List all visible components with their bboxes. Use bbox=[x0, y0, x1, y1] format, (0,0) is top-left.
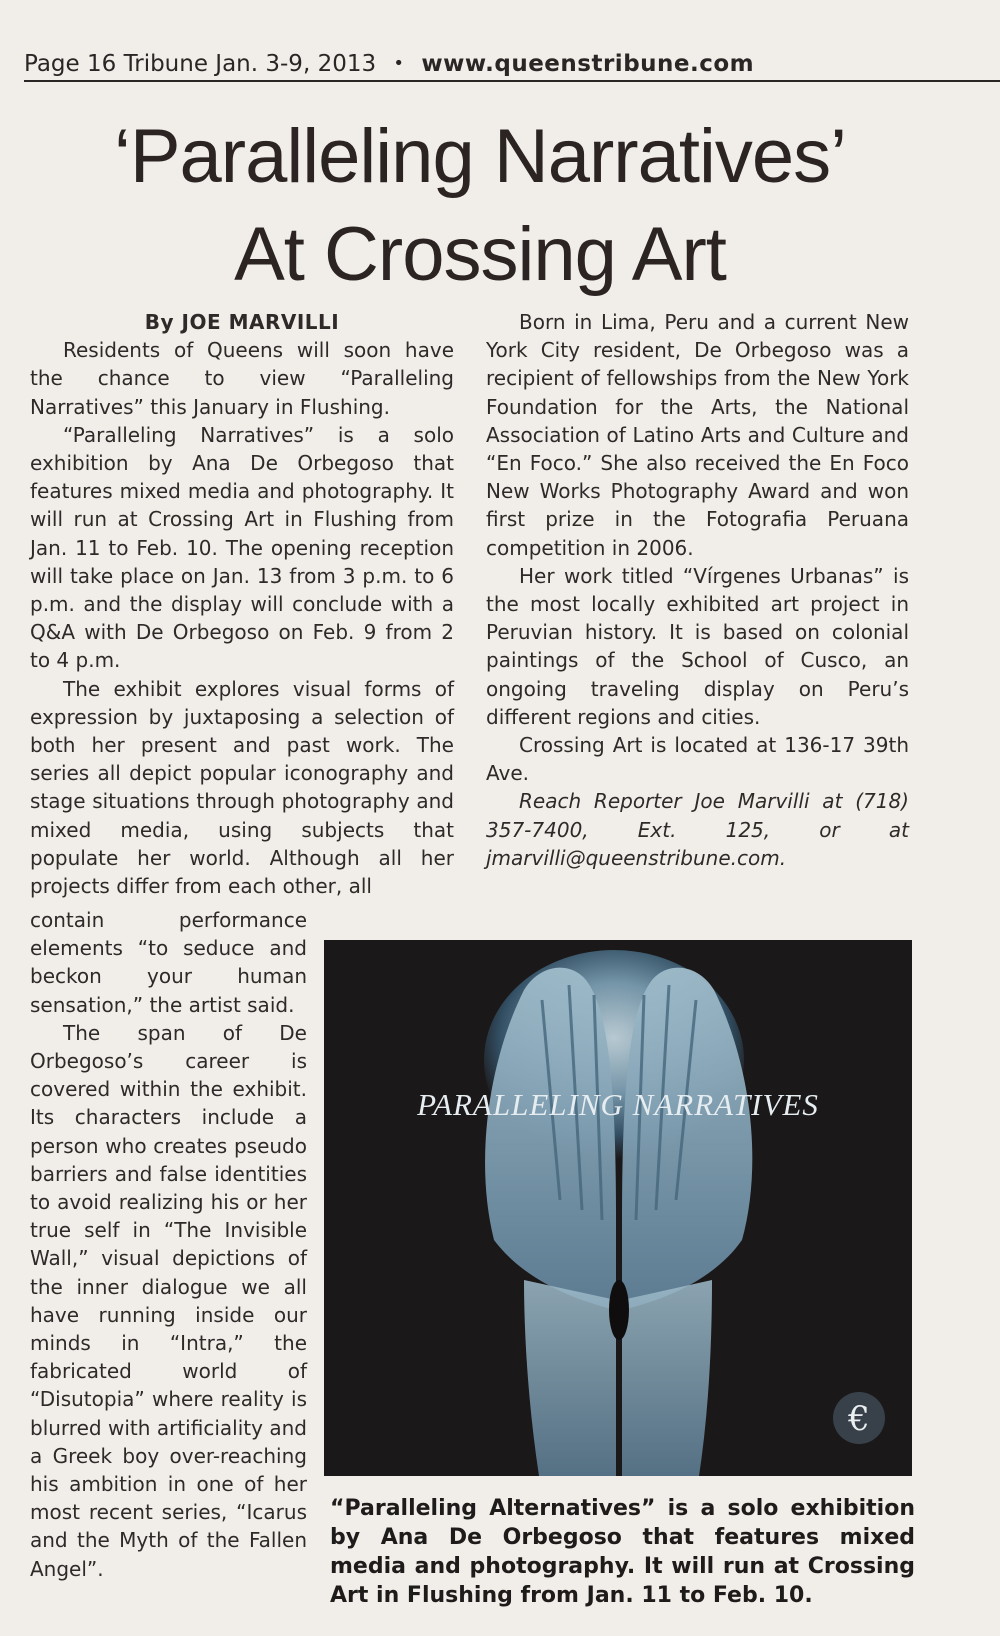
photo-overlay-text: PARALLELING NARRATIVES bbox=[417, 1087, 819, 1122]
paragraph: Her work titled “Vírgenes Urbanas” is the most locally exhibited art project in Peruvian history. It is based on colonial paintings of the School of Cusco, an ongoing traveling display on Peru’s different regions and cities. bbox=[486, 563, 909, 729]
headline bbox=[0, 108, 960, 304]
website-url: www.queenstribune.com bbox=[421, 51, 755, 77]
article-column-1-continued bbox=[30, 906, 307, 1583]
photo-caption: “Paralleling Alternatives” is a solo exhibition by Ana De Orbegoso that features mixed media and photography. It will run at Crossing Art in Flushing from Jan. 11 to Feb. 10. bbox=[330, 1496, 915, 1608]
headline-line-1: ‘Paralleling Narratives’ bbox=[113, 114, 847, 199]
paragraph: “Paralleling Narratives” is a solo exhibition by Ana De Orbegoso that features mixed media and photography. It will run at Crossing Art in Flushing from Jan. 11 to Feb. 10. The opening reception will take place on Jan. 13 from 3 p.m. to 6 p.m. and the display will conclude with a Q&A with De Orbegoso on Feb. 9 from 2 to 4 p.m. bbox=[30, 422, 454, 673]
byline: By JOE MARVILLI bbox=[144, 310, 340, 334]
page-info: Page 16 Tribune Jan. 3-9, 2013 bbox=[24, 51, 377, 77]
header-bullet: • bbox=[393, 53, 405, 74]
paragraph: contain performance elements “to seduce and beckon your human sensation,” the artist said. bbox=[30, 908, 307, 1017]
paragraph: Residents of Queens will soon have the chance to view “Paralleling Narratives” this January in Flushing. bbox=[30, 338, 454, 419]
paragraph: The exhibit explores visual forms of expression by juxtaposing a selection of both her present and past work. The series all depict popular iconography and stage situations through photography and mixed media, using subjects that populate her world. Although all her projects differ from each other, all bbox=[30, 676, 454, 899]
exhibition-photo bbox=[324, 940, 912, 1476]
hands-over-face-image bbox=[324, 940, 912, 1476]
reporter-signoff: Reach Reporter Joe Marvilli at (718) 357-7400, Ext. 125, or at jmarvilli@queenstribune.com. bbox=[486, 789, 909, 870]
paragraph: Born in Lima, Peru and a current New York City resident, De Orbegoso was a recipient of fellowships from the New York Foundation for the Arts, the National Association of Latino Arts and Culture and “En Foco.” She also received the En Foco New Works Photography Award and won first prize in the Fotografia Peruana competition in 2006. bbox=[486, 310, 909, 560]
article-column-2 bbox=[486, 308, 909, 872]
paragraph: The span of De Orbegoso’s career is covered within the exhibit. Its characters include a person who creates pseudo barriers and false identities to avoid realizing his or her true self in “The Invisible Wall,” visual depictions of the inner dialogue we all have running inside our minds in “Intra,” the fabricated world of “Disutopia” where reality is blurred with artificiality and a Greek boy over-reaching his ambition in one of her most recent series, “Icarus and the Myth of the Fallen Angel”. bbox=[30, 1020, 307, 1581]
headline-line-2: At Crossing Art bbox=[234, 212, 726, 297]
page-header bbox=[24, 48, 1000, 82]
paragraph: Crossing Art is located at 136-17 39th Ave. bbox=[486, 733, 909, 786]
gallery-logo-icon: € bbox=[848, 1399, 870, 1439]
article-column-1 bbox=[30, 308, 454, 900]
